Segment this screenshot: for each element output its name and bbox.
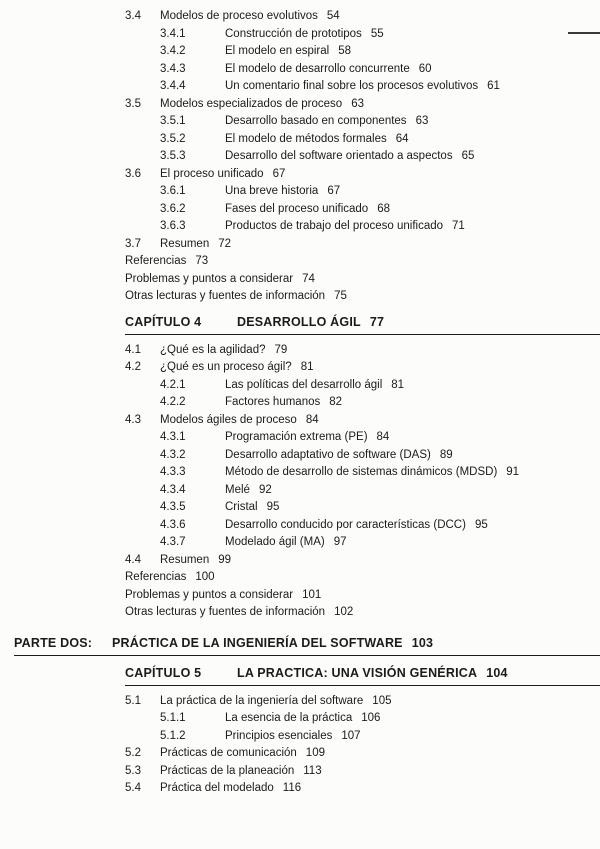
entry-number: 4.3.3 [160, 466, 186, 478]
entry-title: Desarrollo del software orientado a aspectos [225, 150, 453, 162]
entry-number: 3.4 [125, 10, 141, 22]
entry-page-number: 65 [461, 150, 475, 162]
entry-number: 5.4 [125, 782, 141, 794]
entry-title: Práctica del modelado [160, 782, 274, 794]
toc-list [0, 8, 600, 798]
toc-entry [0, 236, 600, 254]
entry-page-number: 54 [326, 10, 340, 22]
entry-page-number: 102 [334, 606, 354, 618]
entry-page-number: 55 [370, 27, 384, 40]
heading-label: CAPÍTULO 4 [125, 314, 202, 329]
entry-title: La esencia de la práctica [225, 712, 353, 724]
entry-page-number: 81 [300, 361, 314, 373]
entry-title: El modelo en espiral [225, 45, 330, 57]
entry-title: ¿Qué es la agilidad? [160, 343, 266, 356]
entry-title: Problemas y puntos a considerar [125, 588, 294, 601]
toc-entry [0, 447, 600, 465]
entry-number: 5.1.1 [160, 712, 186, 724]
entry-title: Referencias [125, 571, 187, 583]
entry-page-number: 109 [305, 747, 325, 759]
entry-title: Desarrollo adaptativo de software (DAS) [225, 448, 431, 461]
toc-entry [0, 288, 600, 306]
toc-entry [0, 693, 600, 711]
entry-number: 3.7 [125, 237, 141, 250]
entry-number: 3.4.4 [160, 80, 186, 92]
top-right-rule-fragment [568, 32, 600, 34]
entry-number: 4.1 [125, 343, 141, 356]
entry-page-number: 60 [418, 62, 432, 75]
entry-title: PRÁCTICA DE LA INGENIERÍA DEL SOFTWARE [112, 635, 403, 650]
entry-page-number: 63 [351, 97, 364, 110]
toc-entry [0, 482, 600, 500]
entry-page-number: 105 [372, 694, 392, 707]
entry-page-number: 92 [258, 483, 272, 496]
entry-title: Resumen [160, 237, 210, 250]
entry-number: 5.1 [125, 694, 141, 707]
entry-title: Programación extrema (PE) [225, 431, 368, 443]
entry-page-number: 64 [395, 132, 409, 145]
entry-number: 4.3 [125, 413, 141, 426]
entry-title: Desarrollo conducido por características (DCC) [225, 518, 466, 531]
toc-entry [0, 780, 600, 798]
entry-title: Otras lecturas y fuentes de información [125, 606, 326, 618]
entry-title: Resumen [160, 553, 210, 566]
part-heading [14, 636, 600, 656]
entry-number: 4.4 [125, 553, 141, 566]
entry-title: DESARROLLO ÁGIL [237, 314, 361, 329]
toc-entry [0, 271, 600, 289]
entry-number: 4.2 [125, 361, 141, 373]
entry-page-number: 75 [334, 290, 347, 302]
entry-number: 4.2.1 [160, 378, 186, 391]
entry-title: Prácticas de comunicación [160, 747, 297, 759]
entry-number: 3.6.3 [160, 220, 186, 232]
entry-page-number: 113 [303, 764, 322, 777]
toc-entry [0, 61, 600, 79]
entry-number: 3.4.3 [160, 62, 186, 75]
entry-number: 4.2.2 [160, 396, 186, 408]
entry-title: Problemas y puntos a considerar [125, 272, 294, 285]
entry-page-number: 61 [487, 80, 500, 92]
entry-number: 5.2 [125, 747, 141, 759]
entry-page-number: 95 [474, 518, 488, 531]
heading-label: PARTE DOS: [14, 635, 93, 650]
entry-title: Otras lecturas y fuentes de información [125, 290, 326, 302]
toc-entry [0, 534, 600, 552]
entry-page-number: 73 [195, 255, 209, 267]
entry-page-number: 79 [274, 343, 288, 356]
entry-title: Modelos ágiles de proceso [160, 413, 297, 426]
entry-page-number: 103 [411, 635, 434, 650]
entry-title: Productos de trabajo del proceso unificado [225, 220, 444, 232]
toc-entry [0, 552, 600, 570]
entry-title: El modelo de métodos formales [225, 132, 387, 145]
entry-title: Principios esenciales [225, 729, 333, 742]
entry-title: Desarrollo basado en componentes [225, 115, 407, 127]
entry-title: Fases del proceso unificado [225, 202, 369, 215]
entry-title: Factores humanos [225, 396, 321, 408]
entry-title: Prácticas de la planeación [160, 764, 295, 777]
entry-page-number: 74 [302, 272, 315, 285]
entry-page-number: 68 [377, 202, 390, 215]
toc-entry [0, 604, 600, 622]
toc-entry [0, 377, 600, 395]
entry-number: 3.6 [125, 167, 141, 180]
entry-page-number: 84 [376, 431, 390, 443]
entry-page-number: 99 [218, 553, 232, 566]
entry-page-number: 82 [329, 396, 343, 408]
toc-entry [0, 166, 600, 184]
chapter-heading [125, 315, 600, 335]
entry-number: 3.6.2 [160, 202, 186, 215]
entry-number: 4.3.6 [160, 518, 186, 531]
entry-title: ¿Qué es un proceso ágil? [160, 361, 292, 373]
toc-entry [0, 8, 600, 26]
entry-number: 5.3 [125, 764, 141, 777]
entry-page-number: 95 [266, 501, 280, 513]
entry-page-number: 106 [361, 712, 381, 724]
entry-number: 4.3.4 [160, 483, 186, 496]
entry-title: Modelado ágil (MA) [225, 536, 325, 548]
toc-entry [0, 710, 600, 728]
entry-number: 3.5.1 [160, 115, 186, 127]
entry-page-number: 63 [415, 115, 429, 127]
entry-page-number: 101 [302, 588, 322, 601]
toc-entry [0, 148, 600, 166]
entry-title: Las políticas del desarrollo ágil [225, 378, 383, 391]
entry-title: Construcción de prototipos [225, 27, 362, 40]
entry-page-number: 81 [391, 378, 405, 391]
entry-number: 5.1.2 [160, 729, 186, 742]
entry-number: 3.4.2 [160, 45, 186, 57]
toc-entry [0, 218, 600, 236]
entry-number: 4.3.1 [160, 431, 186, 443]
toc-entry [0, 394, 600, 412]
toc-entry [0, 96, 600, 114]
entry-page-number: 91 [506, 466, 520, 478]
toc-entry [0, 569, 600, 587]
entry-page-number: 72 [218, 237, 232, 250]
entry-number: 4.3.5 [160, 501, 186, 513]
entry-title: Método de desarrollo de sistemas dinámicos (MDSD) [225, 466, 498, 478]
entry-number: 4.3.7 [160, 536, 186, 548]
toc-entry [0, 359, 600, 377]
toc-entry [0, 183, 600, 201]
toc-entry [0, 499, 600, 517]
entry-number: 3.5.2 [160, 132, 186, 145]
toc-entry [0, 201, 600, 219]
toc-entry [0, 464, 600, 482]
entry-title: Un comentario final sobre los procesos evolutivos [225, 80, 479, 92]
entry-number: 3.5 [125, 97, 141, 110]
toc-entry [0, 113, 600, 131]
entry-page-number: 84 [305, 413, 319, 426]
chapter-heading [125, 666, 600, 686]
entry-page-number: 100 [195, 571, 215, 583]
entry-page-number: 67 [272, 167, 286, 180]
toc-entry [0, 78, 600, 96]
entry-title: Melé [225, 483, 250, 496]
entry-page-number: 89 [439, 448, 453, 461]
entry-page-number: 67 [327, 185, 341, 197]
toc-entry [0, 517, 600, 535]
toc-entry [0, 253, 600, 271]
entry-number: 3.5.3 [160, 150, 186, 162]
toc-entry [0, 429, 600, 447]
entry-title: El modelo de desarrollo concurrente [225, 62, 410, 75]
entry-title: El proceso unificado [160, 167, 264, 180]
toc-entry [0, 587, 600, 605]
entry-title: Modelos de proceso evolutivos [160, 10, 318, 22]
entry-page-number: 107 [341, 729, 361, 742]
entry-title: Cristal [225, 501, 258, 513]
entry-page-number: 116 [282, 782, 302, 794]
entry-page-number: 97 [333, 536, 347, 548]
entry-page-number: 104 [486, 665, 508, 680]
entry-page-number: 58 [338, 45, 351, 57]
toc-entry [0, 43, 600, 61]
entry-title: La práctica de la ingeniería del software [160, 694, 364, 707]
toc-entry [0, 342, 600, 360]
entry-number: 4.3.2 [160, 448, 186, 461]
entry-title: Referencias [125, 255, 187, 267]
toc-entry [0, 412, 600, 430]
toc-entry [0, 131, 600, 149]
toc-entry [0, 728, 600, 746]
toc-entry [0, 763, 600, 781]
entry-number: 3.4.1 [160, 27, 186, 40]
entry-title: LA PRACTICA: UNA VISIÓN GENÉRICA [237, 665, 478, 680]
toc-entry [0, 745, 600, 763]
entry-page-number: 77 [369, 314, 385, 329]
toc-entry [0, 26, 600, 44]
entry-page-number: 71 [452, 220, 465, 232]
entry-title: Modelos especializados de proceso [160, 97, 343, 110]
heading-label: CAPÍTULO 5 [125, 665, 202, 680]
entry-number: 3.6.1 [160, 185, 186, 197]
entry-title: Una breve historia [225, 185, 319, 197]
